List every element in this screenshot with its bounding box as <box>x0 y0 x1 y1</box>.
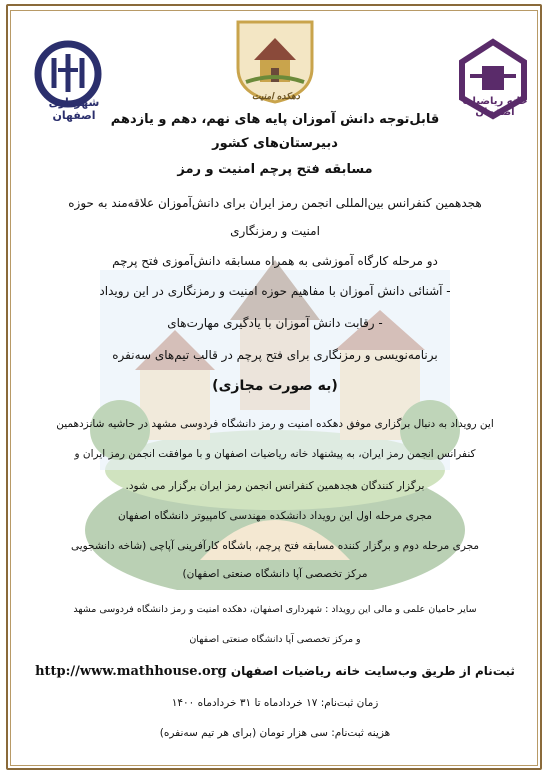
details-line-4: مجری مرحله اول این رویداد دانشکده مهندسی کامپیوتر دانشگاه اصفهان <box>117 510 433 522</box>
intro-line-7: (به صورت مجازی) <box>212 378 338 394</box>
registration-time: زمان ثبت‌نام: ۱۷ خردادماه تا ۳۱ خردادماه ۱۴۰۰ <box>171 697 379 709</box>
registration-site-line <box>20 664 530 679</box>
security-village-caption: دهکده امنیت <box>252 92 300 102</box>
registration-fee: هزینه ثبت‌نام: سی هزار تومان (برای هر تیم سه‌نفره) <box>159 727 391 739</box>
intro-line-6: برنامه‌نویسی و رمزنگاری برای فتح پرچم در قالب تیم‌های سه‌نفره <box>112 348 438 362</box>
header-line-1: قابل‌توجه دانش آموزان پایه های نهم، دهم و یازدهم <box>110 112 440 127</box>
intro-line-4: - آشنائی دانش آموزان با مفاهیم حوزه امنیت و رمزنگاری در این رویداد <box>99 284 451 298</box>
details-line-1: این رویداد به دنبال برگزاری موفق دهکده امنیت و رمز دانشگاه فردوسی مشهد در حاشیه شانزدهمین <box>56 418 494 430</box>
details-line-5: مجری مرحله دوم و برگزار کننده مسابقه فتح پرچم، باشگاه کارآفرینی آپاچی (شاخه دانشجویی <box>70 540 480 552</box>
registration-site-prefix: ثبت‌نام از طریق وب‌سایت خانه ریاضیات اصفهان <box>230 664 515 678</box>
isfahan-municipality-caption: شهرداری اصفهان <box>48 96 100 122</box>
details-line-6: مرکز تخصصی آپا دانشگاه صنعتی اصفهان) <box>182 568 368 580</box>
intro-line-3: دو مرحله کارگاه آموزشی به همراه مسابقه دانش‌آموزی فتح پرچم <box>112 254 438 268</box>
sponsors-line-1: سایر حامیان علمی و مالی این رویداد : شهرداری اصفهان، دهکده امنیت و رمز دانشگاه فردوسی مشهد <box>73 604 477 615</box>
intro-line-5: - رقابت دانش آموزان با یادگیری مهارت‌های <box>167 316 383 330</box>
sponsors-line-2: و مرکز تخصصی آپا دانشگاه صنعتی اصفهان <box>189 634 361 645</box>
header-line-2: دبیرستان‌های کشور <box>212 136 338 151</box>
intro-line-2: امنیت و رمزنگاری <box>230 224 320 238</box>
intro-line-1: هجدهمین کنفرانس بین‌المللی انجمن رمز ایران برای دانش‌آموزان علاقه‌مند به حوزه <box>68 196 482 210</box>
details-line-3: برگزار کنندگان هجدهمین کنفرانس انجمن رمز ایران برگزار می شود. <box>125 480 425 492</box>
math-house-caption: خانه ریاضیات اصفهان <box>462 96 528 118</box>
header-line-3: مسابقه فتح پرچم امنیت و رمز <box>177 162 373 177</box>
details-line-2: کنفرانس انجمن رمز ایران، به پیشنهاد خانه ریاضیات اصفهان و با موافقت انجمن رمز ایران و <box>74 448 476 460</box>
registration-site-url[interactable]: http://www.mathhouse.org <box>35 664 227 679</box>
